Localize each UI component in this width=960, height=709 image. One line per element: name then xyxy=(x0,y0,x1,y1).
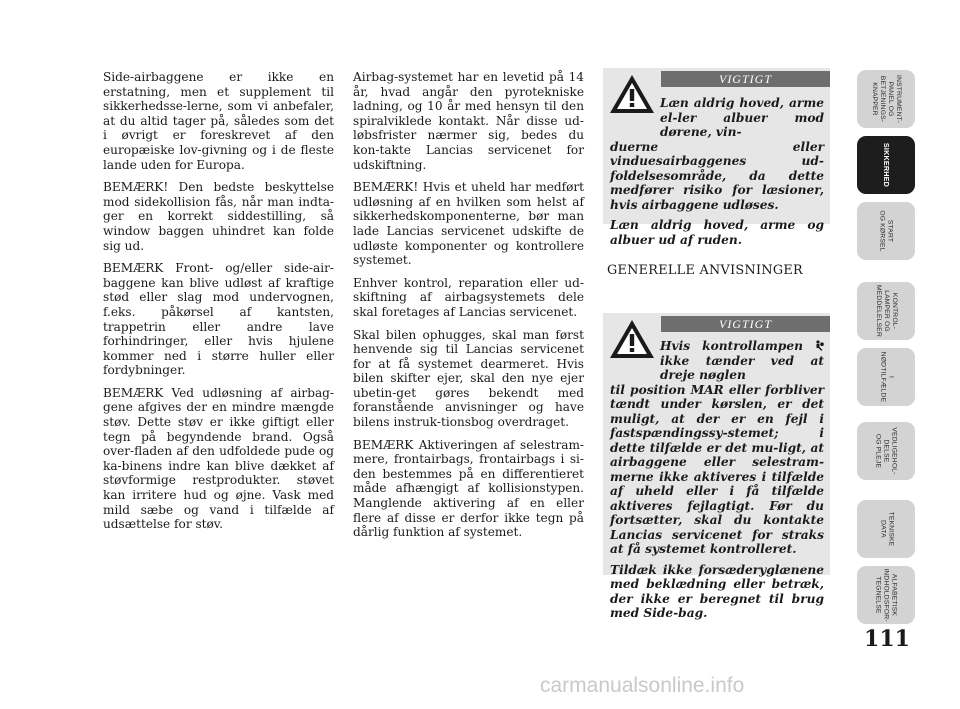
paragraph: BEMÆRK! Hvis et uheld har medført udløsning af en hvilken som helst af sikkerhedskomponenterne, bør man lade Lancias servicenet udskifte de udløste komponenter og kontrollere systemet. xyxy=(353,180,584,268)
tab-label: ALFABETISK INDHOLDSFOR- TEGNELSE xyxy=(875,568,898,622)
paragraph: Airbag-systemet har en levetid på 14 år, hvad angår den pyrotekniske ladning, og 10 år med hensyn til den spiralviklede kontakt. Når disse ud-løbsfrister nærmer sig, bedes du kon-takte Lancias servicenet for udskiftning. xyxy=(353,70,584,172)
warning-lead: Læn aldrig hoved, arme el-ler albuer mod dørene, vin- xyxy=(660,96,824,139)
warning-text xyxy=(610,339,824,627)
tab-label: I NØDTILFÆLDE xyxy=(878,351,894,403)
warning-lead-part: Hvis kontrollampen xyxy=(660,339,803,353)
paragraph: BEMÆRK Aktiveringen af selestram-mere, frontairbags, frontairbags i si-den bestemmes på en differentieret måde afhængigt af kollisionstypen. Manglende aktivering af en eller flere af disse er derfor ikke tegn på dårlig funktion af systemet. xyxy=(353,437,584,540)
tab-tekniske-data[interactable] xyxy=(857,500,915,558)
airbag-warning-lamp-icon xyxy=(815,340,824,351)
paragraph: BEMÆRK Front- og/eller side-air-baggene kan blive udløst af kraftige stød eller slag mod undervognen, f.eks. påkørsel af kantsten, trappetrin eller andre lave forhindringer, eller hvis hjulene kommer ned i større huller eller fordybninger. xyxy=(103,261,334,378)
warning-box xyxy=(603,68,830,247)
text-column-2 xyxy=(353,70,584,548)
paragraph: BEMÆRK! Den bedste beskyttelse mod sidekollision fås, når man indta-ger en korrekt siddestilling, så window baggen uhindret kan folde sig ud. xyxy=(103,180,334,253)
paragraph: Enhver kontrol, reparation eller ud-skiftning af airbagsystemets dele skal foretages af Lancias servicenet. xyxy=(353,275,584,319)
tab-alfabetisk-indhold[interactable] xyxy=(857,566,915,624)
tab-instrumentpanel[interactable] xyxy=(857,70,915,128)
warning-tag: VIGTIGT xyxy=(661,71,830,87)
warning-box xyxy=(603,313,830,620)
paragraph: Side-airbaggene er ikke en erstatning, men et supplement til sikkerhedsse-lerne, som vi anbefaler, at du altid tager på, således som det i øvrigt er foreskrevet af den europæiske lov-givning og i de fleste lande uden for Europa. xyxy=(103,70,334,172)
paragraph: BEMÆRK Ved udløsning af airbag-gene afgives der en mindre mængde støv. Dette støv er ikke giftigt eller tegn på begyndende brand. Også over-fladen af den udfoldede pude og ka-binens indre kan blive dækket af støvformige restprodukter. støvet kan irritere hud og øjne. Vask med mild sæbe og vand i tilfælde af udsættelse for støv. xyxy=(103,385,334,532)
section-heading: GENERELLE ANVISNINGER xyxy=(607,263,803,278)
warning-lead-part: ikke tænder ved at dreje nøglen xyxy=(660,353,824,382)
warning-text xyxy=(610,96,824,253)
tab-nodtilfaelde[interactable] xyxy=(857,348,915,406)
warning-tag: VIGTIGT xyxy=(661,316,830,332)
tab-kontrollamper[interactable] xyxy=(857,282,915,340)
tab-label: VEDLIGEHOL- DELSE OG PLEJE xyxy=(874,427,898,475)
tab-start-og-korsel[interactable] xyxy=(857,202,915,260)
tab-label: KONTROL- LAMPER OG MEDDELELSER xyxy=(874,284,898,338)
paragraph: Skal bilen ophugges, skal man først henvende sig til Lancias servicenet for at få systemet dearmeret. Hvis bilen skifter ejer, skal den nye ejer ubetin-get gøres bekendt med foranstående anvisninger og have bilens instruk-tionsbog overdraget. xyxy=(353,327,584,430)
text-column-1 xyxy=(103,70,334,540)
warning-paragraph: Læn aldrig hoved, arme og albuer ud af ruden. xyxy=(610,218,824,247)
watermark: carmanualsonline.info xyxy=(540,674,745,697)
tab-sikkerhed[interactable] xyxy=(857,136,915,194)
tab-label: INSTRUMENT- PANEL OG BETJENINGS- KNAPPER xyxy=(871,75,902,123)
warning-paragraph: Tildæk ikke forsæderyglænene med beklædning eller betræk, der ikke er beregnet til brug med Side-bag. xyxy=(610,562,824,620)
warning-lead xyxy=(610,339,824,383)
page-number: 111 xyxy=(864,626,910,652)
warning-paragraph: til position MAR eller forbliver tændt under kørslen, er det muligt, at der er en fejl i fastspændingssy-stemet; i dette tilfælde er det mu-ligt, at airbaggene eller selestram-merne ikke aktiveres i tilfælde af uheld eller i få tilfælde aktiveres fejlagtigt. Før du fortsætter, skal du kontakte Lancias servicenet for straks at få systemet kontrolleret. xyxy=(610,382,824,556)
tab-vedligeholdelse[interactable] xyxy=(857,422,915,480)
warning-paragraph: duerne eller vinduesairbaggenes ud-foldelsesområde, da dette medfører risiko for læsioner, hvis airbaggene udløses. xyxy=(610,139,824,212)
tab-label: TEKNISKE DATA xyxy=(879,511,894,547)
tab-label: SIKKERHED xyxy=(881,142,891,188)
tab-label: START OG KØRSEL xyxy=(878,210,894,252)
